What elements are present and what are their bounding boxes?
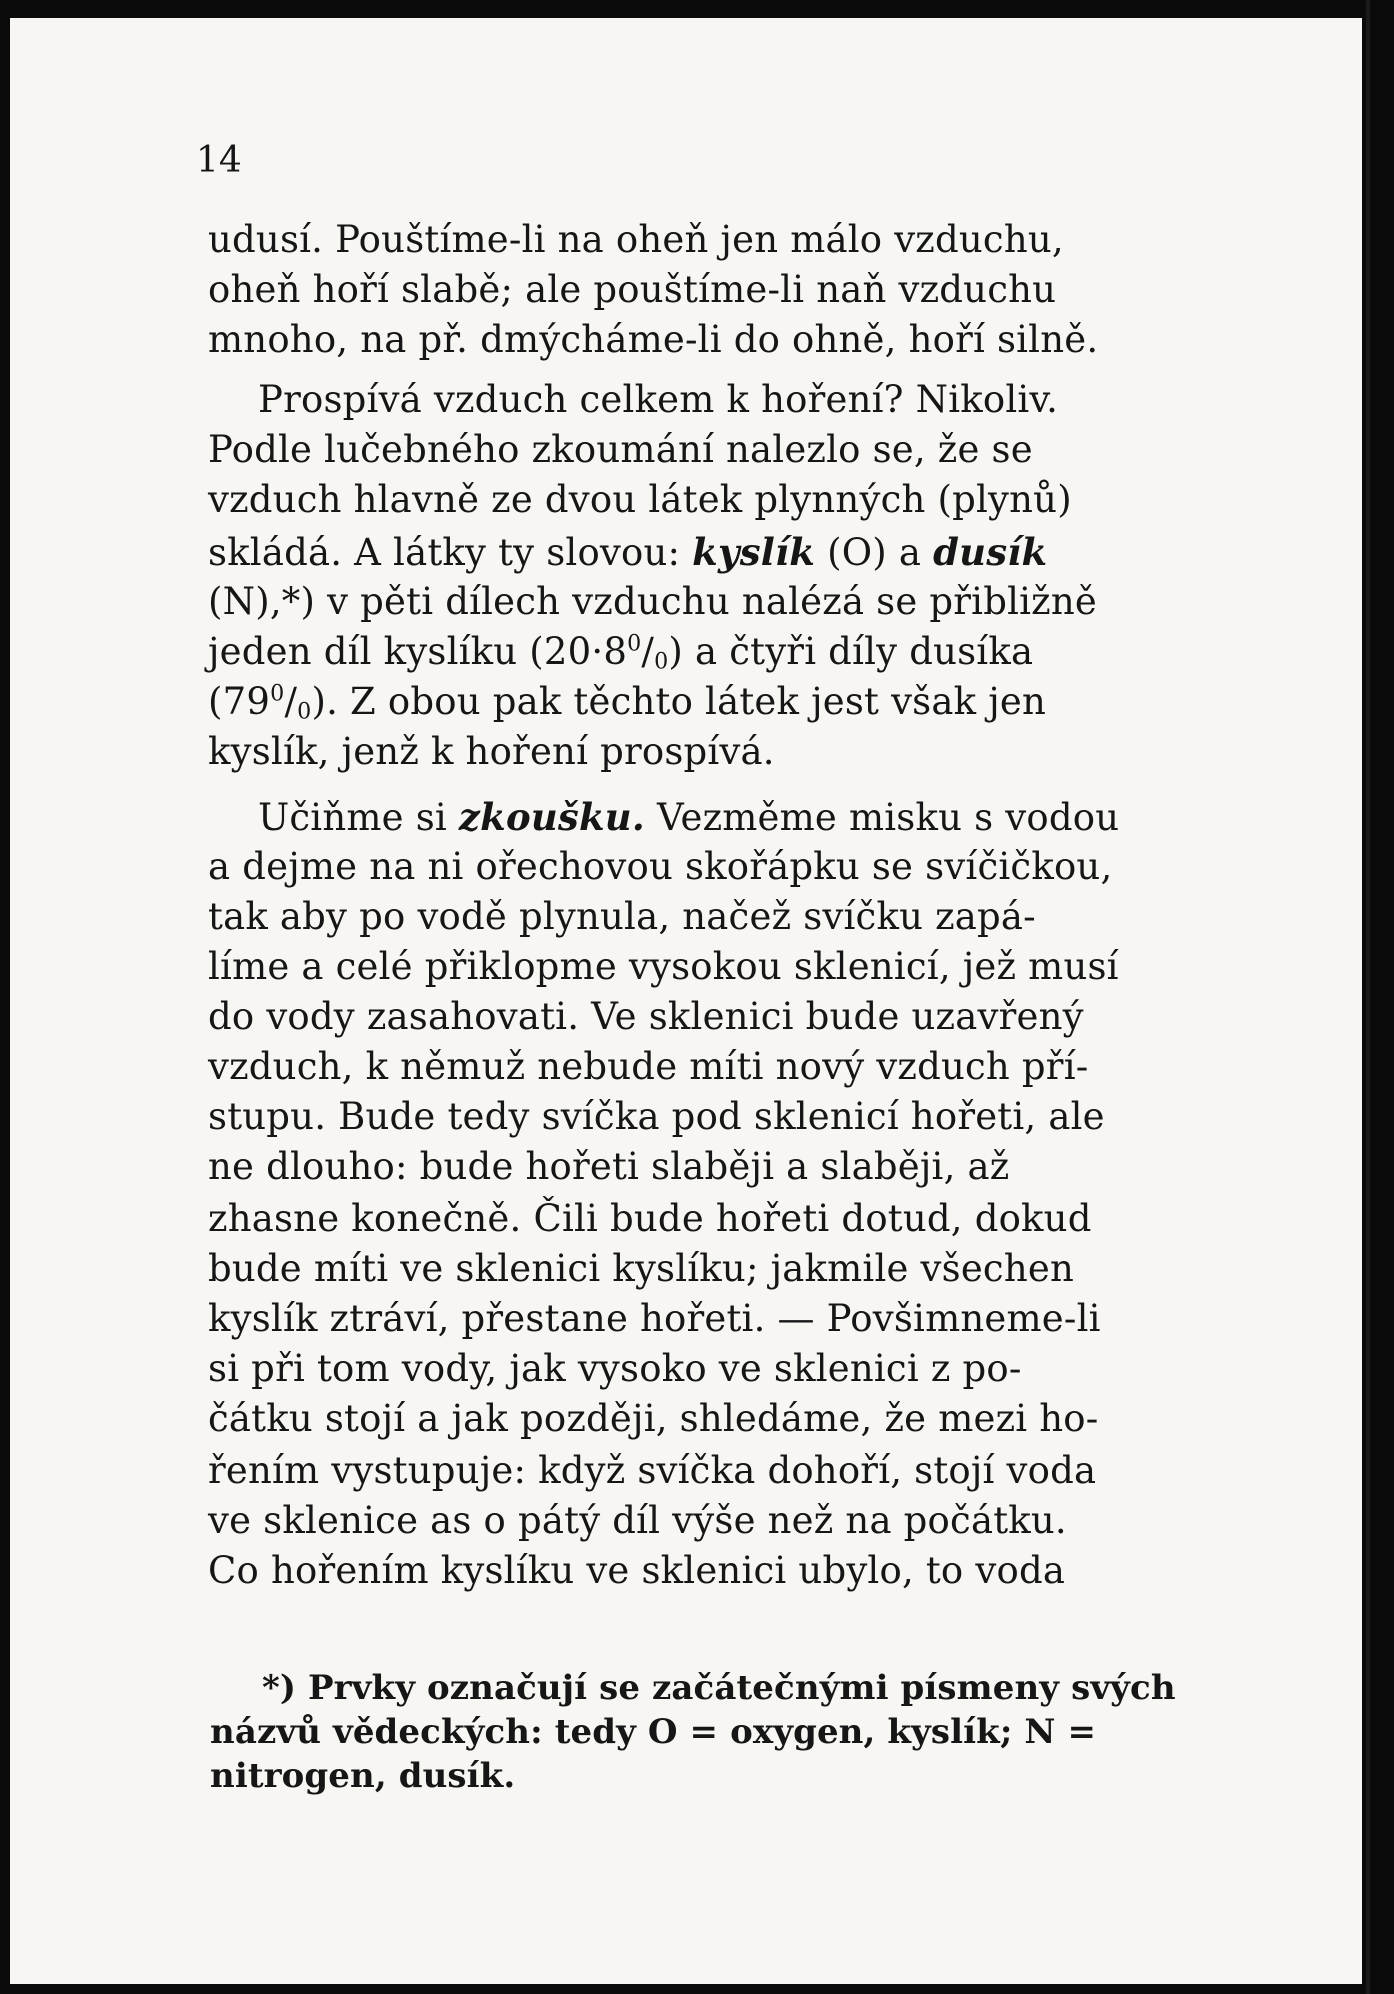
body-line-7 (208, 530, 1047, 574)
body-line-10 (208, 680, 1046, 723)
line-7-text: skládá. A látky ty slovou: (208, 531, 681, 574)
body-line-13: a dejme na ni ořechovou skořápku se svíčičkou, (208, 845, 1113, 888)
line-7-mid: (O) a (827, 531, 922, 574)
line-10-end: ). Z obou pak těchto látek jest však jen (311, 680, 1047, 723)
body-line-14: tak aby po vodě plynula, načež svíčku zapá- (208, 895, 1036, 938)
body-line-4: Prospívá vzduch celkem k hoření? Nikoliv. (258, 378, 1059, 421)
percent-slash-2: / (284, 680, 298, 723)
percent-sub-2: 0 (297, 698, 312, 725)
body-line-8: (N),*) v pěti dílech vzduchu nalézá se přibližně (208, 580, 1097, 623)
body-line-21: bude míti ve sklenici kyslíku; jakmile všechen (208, 1247, 1074, 1290)
body-line-2: oheň hoří slabě; ale pouštíme-li naň vzduchu (208, 268, 1057, 311)
term-zkousku: zkoušku. (458, 795, 645, 839)
line-12-end: Vezměme misku s vodou (656, 796, 1120, 839)
body-line-18: stupu. Bude tedy svíčka pod sklenicí hořeti, ale (208, 1095, 1105, 1138)
line-9-start: jeden díl kyslíku (20·8 (208, 630, 628, 673)
body-line-6: vzduch hlavně ze dvou látek plynných (plynů) (208, 478, 1072, 521)
body-line-3: mnoho, na př. dmýcháme-li do ohně, hoří silně. (208, 318, 1099, 361)
body-line-23: si při tom vody, jak vysoko ve sklenici z po- (208, 1347, 1022, 1390)
body-line-20: zhasne konečně. Čili bude hořeti dotud, dokud (208, 1197, 1092, 1240)
body-line-24: čátku stojí a jak později, shledáme, že mezi ho- (208, 1397, 1099, 1440)
body-line-9 (208, 630, 1033, 673)
percent-sup-2: 0 (270, 680, 285, 707)
footnote-line-3: nitrogen, dusík. (210, 1756, 516, 1796)
term-kyslik: kyslík (692, 530, 816, 574)
body-line-26: ve sklenice as o pátý díl výše než na počátku. (208, 1499, 1067, 1542)
body-line-12 (258, 795, 1119, 839)
body-line-27: Co hořením kyslíku ve sklenici ubylo, to voda (208, 1549, 1066, 1592)
footnote-line-2: názvů vědeckých: tedy O = oxygen, kyslík; N = (210, 1712, 1097, 1752)
body-line-5: Podle lučebného zkoumání nalezlo se, že se (208, 428, 1033, 471)
term-dusik: dusík (933, 530, 1048, 574)
percent-sub: 0 (654, 648, 669, 675)
body-line-11: kyslík, jenž k hoření prospívá. (208, 730, 775, 773)
body-line-25: řením vystupuje: když svíčka dohoří, stojí voda (208, 1449, 1097, 1492)
body-line-19: ne dlouho: bude hořeti slaběji a slaběji, až (208, 1145, 1010, 1188)
body-line-15: líme a celé přiklopme vysokou sklenicí, jež musí (208, 945, 1119, 988)
body-line-1: udusí. Pouštíme-li na oheň jen málo vzduchu, (208, 218, 1064, 261)
percent-sup: 0 (627, 630, 642, 657)
body-line-17: vzduch, k němuž nebude míti nový vzduch pří- (208, 1045, 1089, 1088)
page-number: 14 (196, 140, 242, 181)
footnote-line-1: *) Prvky označují se začátečnými písmeny svých (262, 1668, 1176, 1708)
body-line-16: do vody zasahovati. Ve sklenici bude uzavřený (208, 995, 1084, 1038)
page-edge (1366, 0, 1370, 1994)
line-10-start: (79 (208, 680, 271, 723)
line-12-start: Učiňme si (258, 796, 447, 839)
body-line-22: kyslík ztráví, přestane hořeti. — Povšimneme-li (208, 1297, 1101, 1340)
percent-slash: / (641, 630, 655, 673)
line-9-end: ) a čtyři díly dusíka (668, 630, 1034, 673)
